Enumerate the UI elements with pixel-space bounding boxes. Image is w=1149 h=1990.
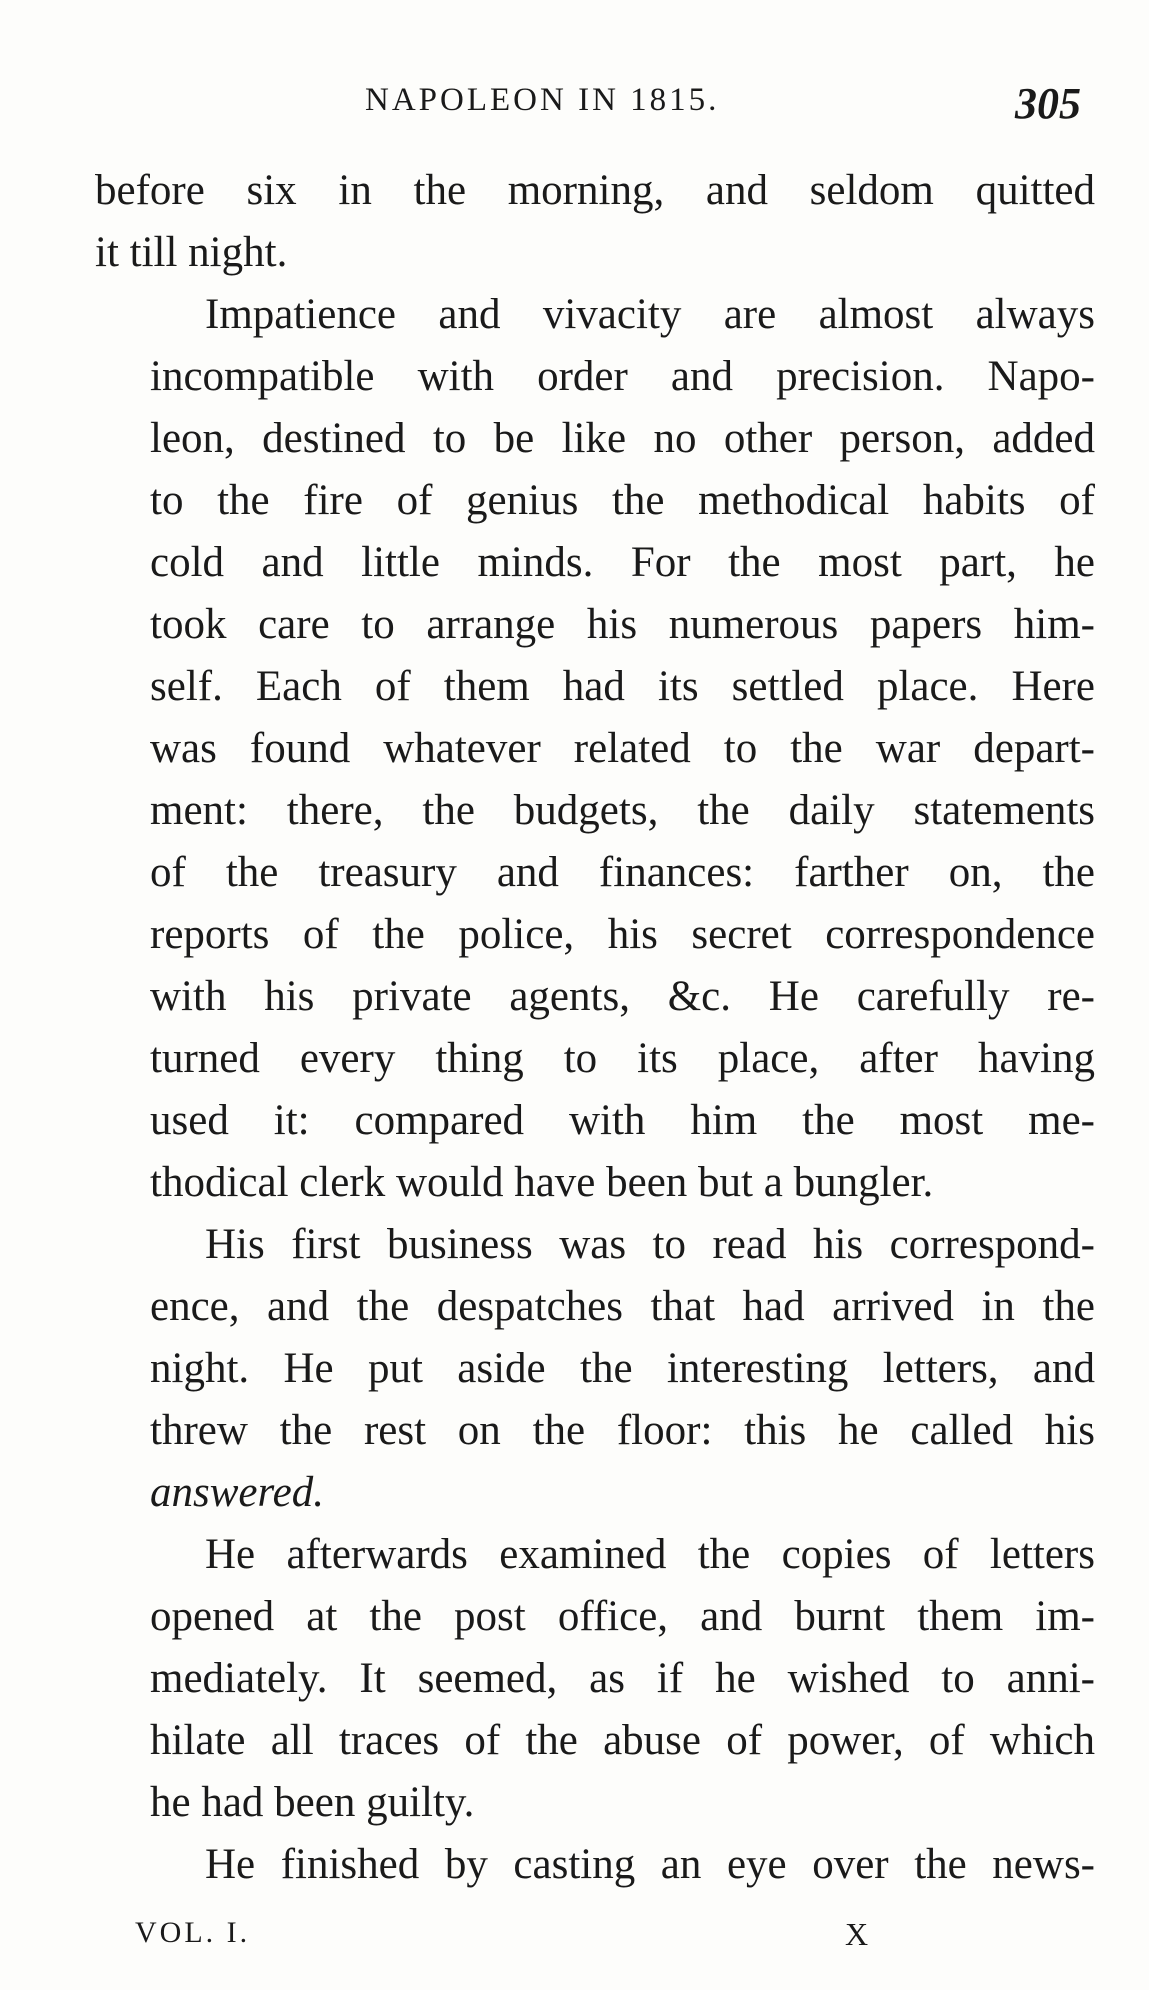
paragraph [95,1834,1095,1896]
paragraph [95,1214,1095,1524]
text-line: ment: there, the budgets, the daily statements [150,787,1095,834]
text-line: cold and little minds. For the most part, he [150,539,1095,586]
text-line: ence, and the despatches that had arrived in the [150,1283,1095,1330]
text-line: hilate all traces of the abuse of power, of which [150,1717,1095,1764]
text-line: took care to arrange his numerous papers him- [150,601,1095,648]
text-line: leon, destined to be like no other person, added [150,415,1095,462]
text-line: reports of the police, his secret correspondence [150,911,1095,958]
paragraph [95,160,1095,284]
paragraph [95,284,1095,1214]
text-line: His first business was to read his correspond- [205,1221,1095,1268]
text-line: opened at the post office, and burnt them im- [150,1593,1095,1640]
text-line: used it: compared with him the most me- [150,1097,1095,1144]
italic-text-line: answered. [150,1469,324,1516]
text-line: thodical clerk would have been but a bungler. [150,1159,934,1206]
text-line: he had been guilty. [150,1779,475,1826]
text-line: Impatience and vivacity are almost always [205,291,1095,338]
running-head [0,78,1149,138]
text-line: it till night. [95,229,288,276]
text-line: of the treasury and finances: farther on, the [150,849,1095,896]
text-line: mediately. It seemed, as if he wished to anni- [150,1655,1095,1702]
text-line: He finished by casting an eye over the news- [205,1841,1095,1888]
text-line: threw the rest on the floor: this he called his [150,1407,1095,1454]
text-line: He afterwards examined the copies of letters [205,1531,1095,1578]
body-text [95,160,1095,1896]
page-number: 305 [1015,79,1081,128]
text-line: turned every thing to its place, after having [150,1035,1095,1082]
paragraph [95,1524,1095,1834]
text-line: before six in the morning, and seldom quitted [95,167,1095,214]
text-line: self. Each of them had its settled place. Here [150,663,1095,710]
text-line: was found whatever related to the war depart- [150,725,1095,772]
text-line: with his private agents, &c. He carefully re- [150,973,1095,1020]
text-line: night. He put aside the interesting letters, and [150,1345,1095,1392]
volume-mark: VOL. I. [135,1916,251,1949]
page-footer [0,1916,1149,1966]
signature-mark: X [845,1916,869,1952]
running-title: NAPOLEON IN 1815. [365,82,720,118]
text-line: to the fire of genius the methodical habits of [150,477,1095,524]
text-line: incompatible with order and precision. Napo- [150,353,1095,400]
